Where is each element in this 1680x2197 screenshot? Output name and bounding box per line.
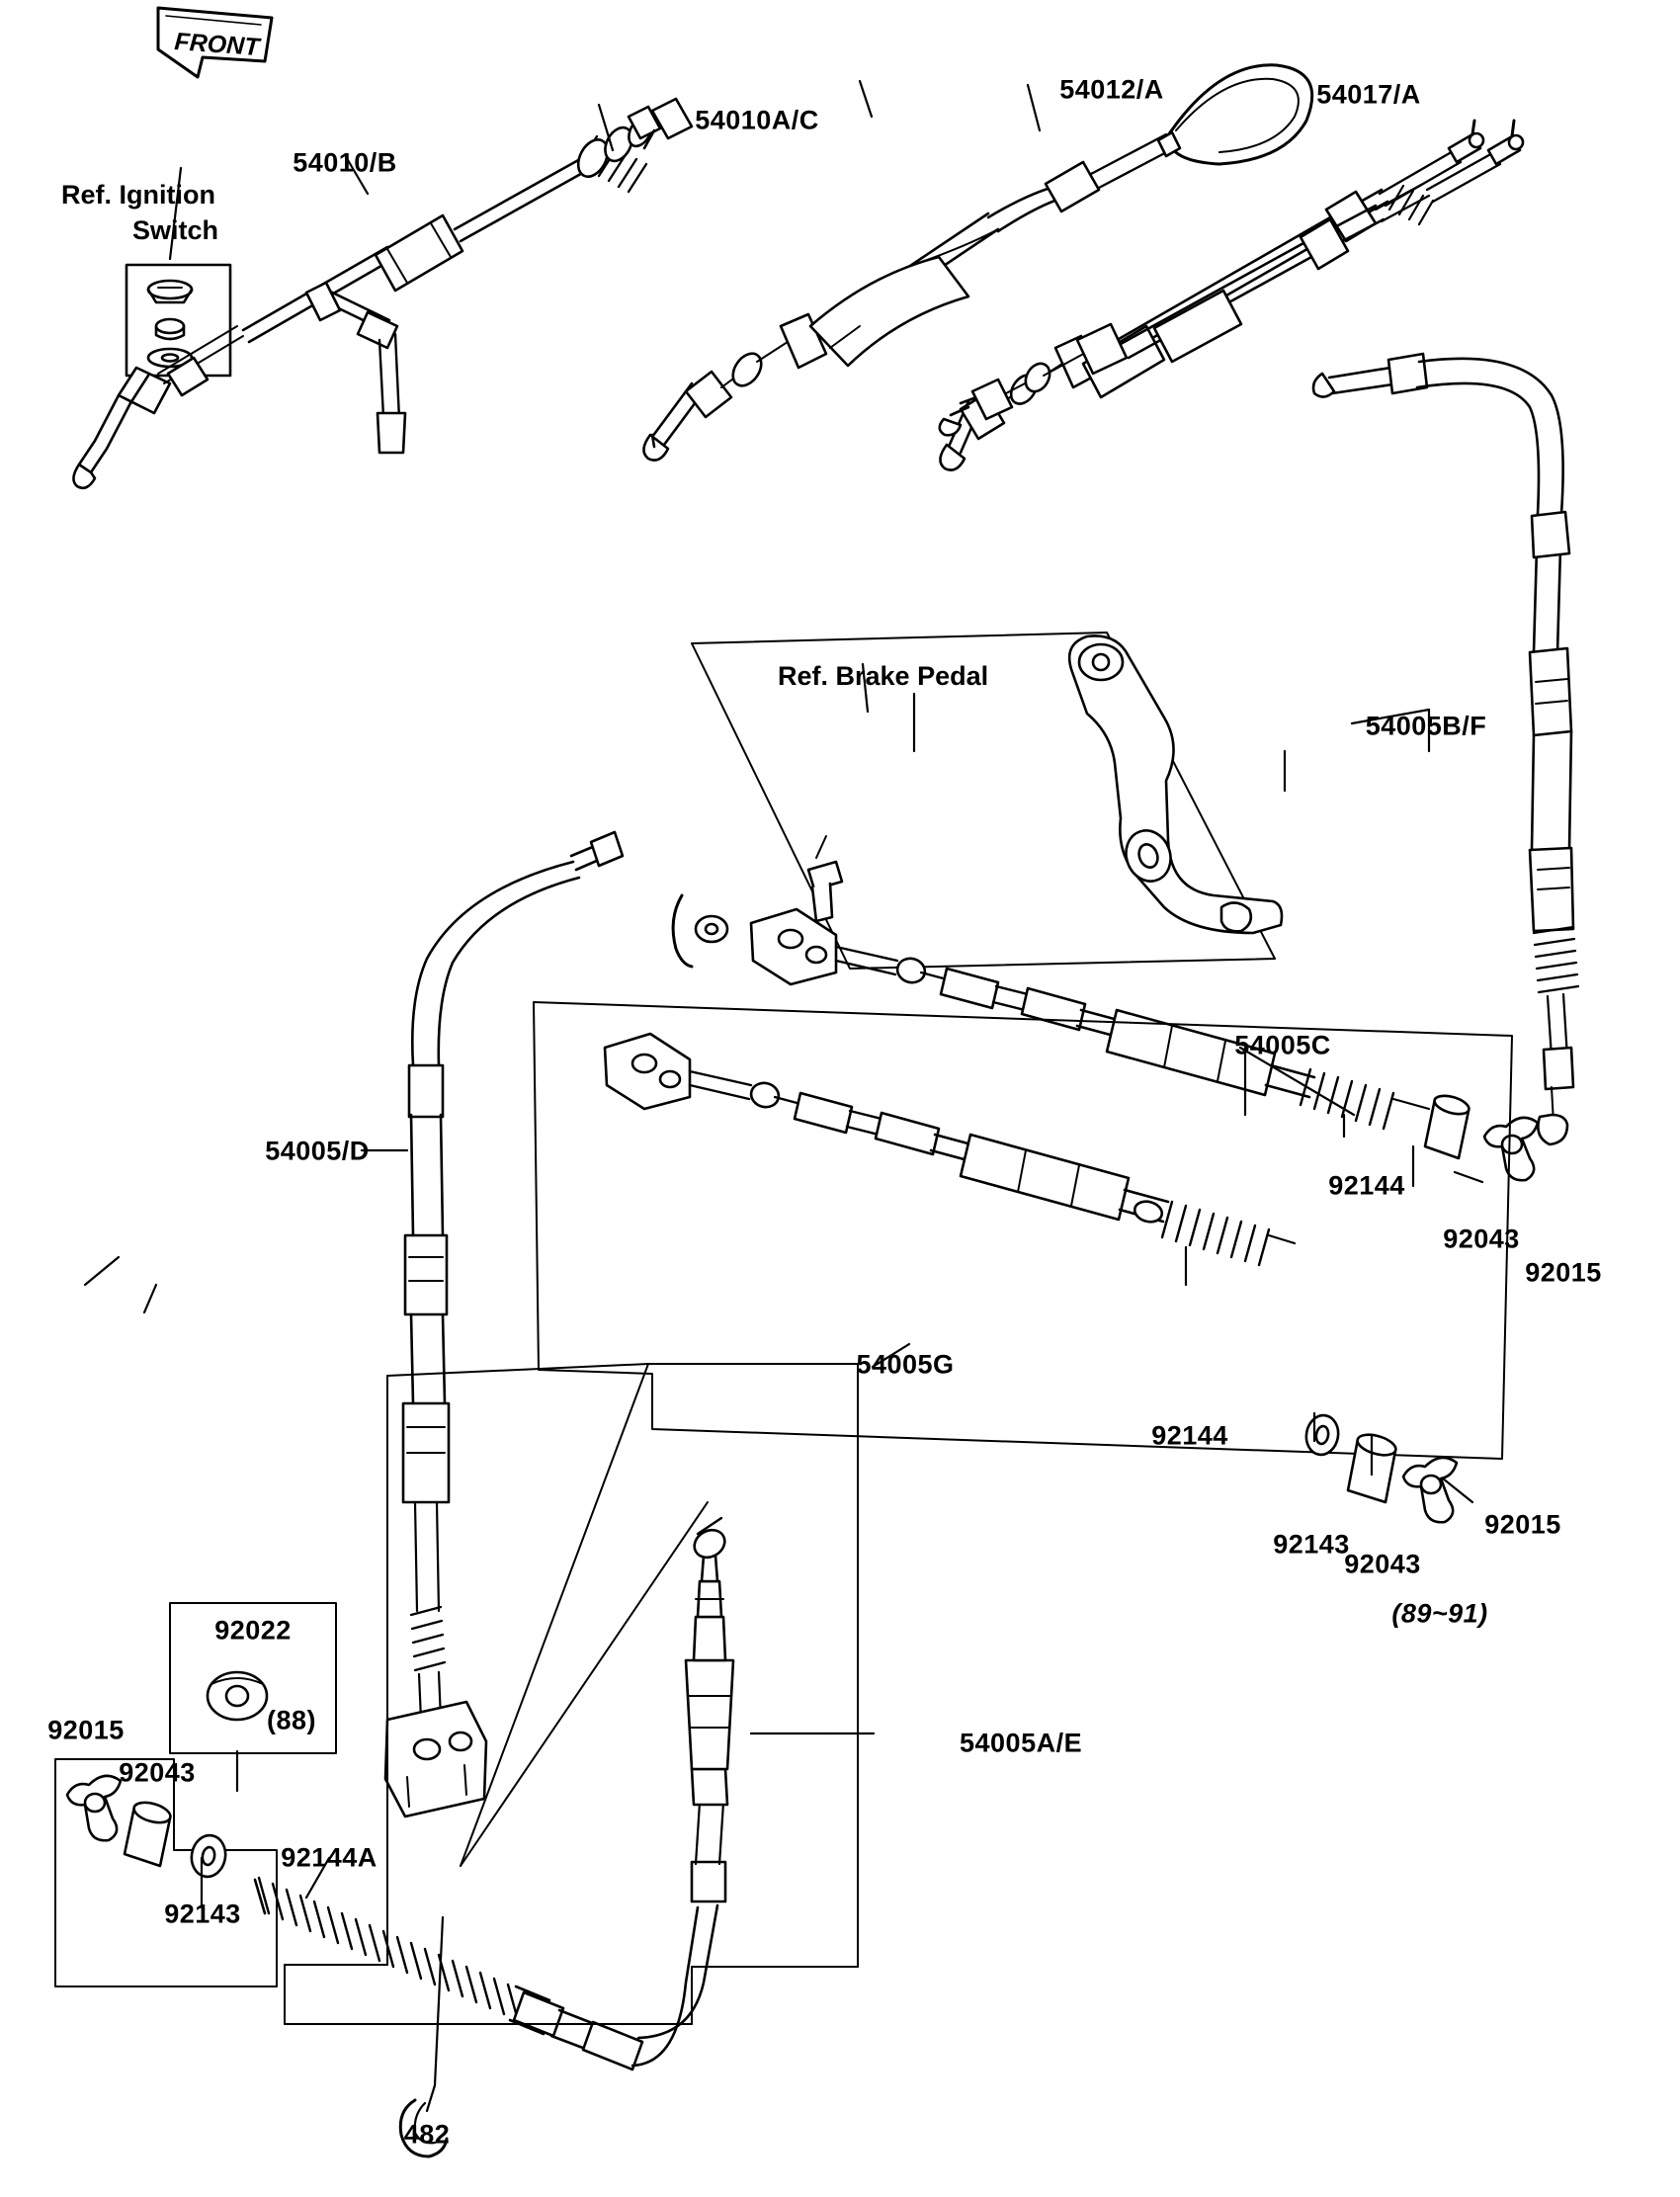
label-54005D: 54005/D	[265, 1136, 370, 1166]
label-92143-left: 92143	[164, 1899, 241, 1929]
cable-54005C	[751, 909, 1538, 1180]
svg-text:FRONT: FRONT	[173, 28, 261, 61]
front-marker-icon	[158, 8, 272, 77]
cable-bottom-spring	[255, 1364, 862, 2156]
label-92143-right: 92143	[1273, 1529, 1350, 1560]
label-54010AC: 54010A/C	[695, 105, 819, 135]
label-54005BF: 54005B/F	[1365, 711, 1487, 741]
label-92022: 92022	[214, 1615, 292, 1646]
cable-54005BF	[1313, 354, 1578, 1144]
label-88: (88)	[266, 1705, 317, 1735]
ref-ignition-switch-line2: Switch	[132, 215, 219, 245]
left-hardware-group	[55, 1759, 277, 1986]
label-92144A: 92144A	[281, 1842, 378, 1873]
label-54017A: 54017/A	[1316, 79, 1421, 110]
label-92043-left: 92043	[119, 1757, 196, 1788]
label-54005AE: 54005A/E	[960, 1728, 1083, 1758]
label-92015-mid: 92015	[1484, 1509, 1561, 1540]
label-92043-right: 92043	[1443, 1224, 1520, 1254]
ref-ignition-switch-line1: Ref. Ignition	[61, 180, 215, 210]
leader-lines	[85, 81, 1482, 2111]
label-92015-right: 92015	[1525, 1257, 1602, 1288]
label-92144-right: 92144	[1328, 1170, 1405, 1201]
label-year-89-91: (89~91)	[1391, 1598, 1488, 1629]
label-54010B: 54010/B	[293, 147, 397, 178]
cable-54005D	[385, 832, 623, 1817]
label-92043-mid: 92043	[1344, 1549, 1421, 1579]
label-92015-left: 92015	[47, 1715, 125, 1745]
label-54005C: 54005C	[1234, 1030, 1331, 1060]
label-54012A: 54012/A	[1059, 74, 1164, 105]
ref-brake-pedal: Ref. Brake Pedal	[778, 661, 989, 691]
label-92144-mid: 92144	[1151, 1420, 1228, 1451]
cable-54017A	[940, 121, 1523, 435]
label-482: 482	[403, 2119, 451, 2150]
cable-54005G	[534, 1002, 1512, 1522]
cable-54012A	[940, 121, 1483, 470]
label-54005G: 54005G	[856, 1349, 955, 1380]
